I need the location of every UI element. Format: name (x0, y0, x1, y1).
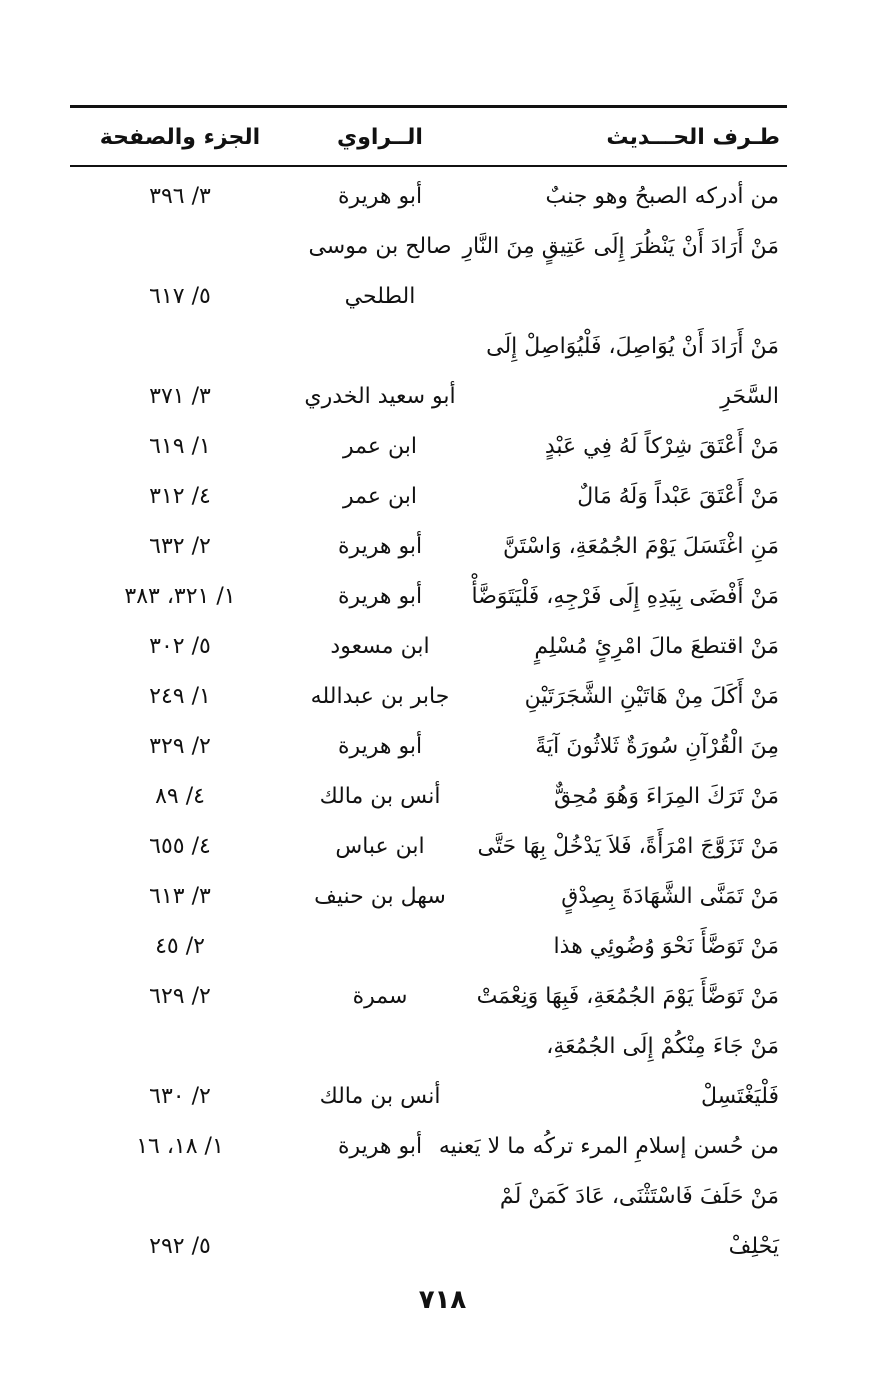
volume-page-ref: ١/ ٦١٩ (149, 434, 211, 459)
hadith-text: من حُسن إسلامِ المرء تركُه ما لا يَعنيه (438, 1134, 779, 1159)
volume-page-ref: ٥/ ٦١٧ (149, 284, 211, 309)
narrator: أبو هريرة (337, 184, 423, 209)
hadith-text: يَحْلِفْ (728, 1234, 779, 1259)
hadith-text: مَنْ اقتطعَ مالَ امْرِئٍ مُسْلِمٍ (534, 634, 779, 659)
table-row (70, 872, 787, 922)
table-row (70, 1022, 787, 1122)
table-row (70, 622, 787, 672)
header-rule (70, 165, 787, 167)
hadith-text: مَنْ أَفْضَى بِيَدِهِ إِلَى فَرْجِهِ، فَلْيَتَوَضَّأْ (471, 584, 779, 609)
hadith-text: مَنْ حَلَفَ فَاسْتَثْنَى، عَادَ كَمَنْ لَمْ (499, 1184, 779, 1209)
volume-page-ref: ٤/ ٨٩ (155, 784, 205, 809)
narrator: ابن عمر (343, 434, 417, 459)
hadith-text: مَنْ أَعْتَقَ شِرْكاً لَهُ فِي عَبْدٍ (544, 434, 779, 459)
volume-page-ref: ٥/ ٣٠٢ (149, 634, 211, 659)
table-row (70, 222, 787, 322)
volume-page-ref: ٤/ ٣١٢ (149, 484, 211, 509)
hadith-text: مَنْ تَوَضَّأَ يَوْمَ الجُمُعَةِ، فَبِهَا وَنِعْمَتْ (476, 984, 779, 1009)
volume-page-ref: ٣/ ٦١٣ (149, 884, 211, 909)
hadith-text: مَنْ تَرَكَ المِرَاءَ وَهُوَ مُحِقٌّ (554, 784, 779, 809)
header-reference: الجزء والصفحة (99, 125, 261, 150)
narrator: أنس بن مالك (319, 784, 441, 809)
hadith-text: مَنْ أَرَادَ أَنْ يُوَاصِلَ، فَلْيُوَاصِلْ إِلَى (486, 334, 779, 359)
table-row (70, 172, 787, 222)
volume-page-ref: ٤/ ٦٥٥ (149, 834, 211, 859)
page-number: ٧١٨ (418, 1285, 467, 1315)
hadith-text: مَنْ أَعْتَقَ عَبْداً وَلَهُ مَالٌ (577, 484, 779, 509)
top-rule (70, 105, 787, 108)
volume-page-ref: ٣/ ٣٧١ (149, 384, 211, 409)
volume-page-ref: ٢/ ٦٢٩ (149, 984, 211, 1009)
hadith-text: مَنِ اغْتَسَلَ يَوْمَ الجُمُعَةِ، وَاسْتَنَّ (503, 534, 779, 559)
table-row (70, 922, 787, 972)
narrator: ابن عمر (343, 484, 417, 509)
narrator: سمرة (352, 984, 408, 1009)
table-row (70, 422, 787, 472)
narrator: أبو هريرة (337, 584, 423, 609)
volume-page-ref: ٢/ ٣٢٩ (149, 734, 211, 759)
hadith-text: مَنْ تَوَضَّأَ نَحْوَ وُضُوئِي هذا (553, 934, 779, 959)
table-row (70, 822, 787, 872)
narrator: جابر بن عبدالله (310, 684, 450, 709)
hadith-text: السَّحَرِ (720, 384, 779, 409)
volume-page-ref: ١/ ٢٤٩ (149, 684, 211, 709)
table-row (70, 522, 787, 572)
volume-page-ref: ٥/ ٢٩٢ (149, 1234, 211, 1259)
narrator: الطلحي (344, 284, 416, 309)
hadith-index-table (70, 172, 787, 1272)
volume-page-ref: ٢/ ٦٣٢ (149, 534, 211, 559)
hadith-text: مَنْ تَمَنَّى الشَّهَادَةَ بِصِدْقٍ (561, 884, 779, 909)
narrator: ابن مسعود (330, 634, 430, 659)
narrator: أنس بن مالك (319, 1084, 441, 1109)
narrator: سهل بن حنيف (314, 884, 446, 909)
table-row (70, 722, 787, 772)
volume-page-ref: ١/ ٣٢١، ٣٨٣ (124, 584, 236, 609)
table-row (70, 772, 787, 822)
header-narrator: الــراوي (337, 125, 423, 150)
table-row (70, 972, 787, 1022)
table-row (70, 1172, 787, 1272)
table-row (70, 322, 787, 422)
narrator: أبو هريرة (337, 1134, 423, 1159)
table-row (70, 472, 787, 522)
narrator: صالح بن موسى (308, 234, 452, 259)
volume-page-ref: ٣/ ٣٩٦ (149, 184, 211, 209)
header-hadith: طـرف الحـــديث (606, 125, 780, 150)
narrator: أبو هريرة (337, 734, 423, 759)
narrator: أبو هريرة (337, 534, 423, 559)
hadith-text: فَلْيَغْتَسِلْ (701, 1084, 779, 1109)
volume-page-ref: ١/ ١٨، ١٦ (136, 1134, 224, 1159)
hadith-text: مَنْ أَرَادَ أَنْ يَنْظُرَ إِلَى عَتِيقٍ مِنَ النَّارِ (462, 234, 779, 259)
hadith-text: مَنْ أَكَلَ مِنْ هَاتَيْنِ الشَّجَرَتَيْنِ (524, 684, 779, 709)
hadith-text: مَنْ جَاءَ مِنْكُمْ إِلَى الجُمُعَةِ، (546, 1034, 779, 1059)
volume-page-ref: ٢/ ٦٣٠ (149, 1084, 211, 1109)
hadith-text: مِنَ الْقُرْآنِ سُورَةٌ ثَلاثُونَ آيَةً (535, 734, 779, 759)
table-row (70, 1122, 787, 1172)
hadith-text: مَنْ تَزَوَّجَ امْرَأَةً، فَلاَ يَدْخُلْ بِهَا حَتَّى (477, 834, 779, 859)
table-row (70, 572, 787, 622)
volume-page-ref: ٢/ ٤٥ (155, 934, 205, 959)
table-row (70, 672, 787, 722)
narrator: أبو سعيد الخدري (304, 384, 456, 409)
narrator: ابن عباس (335, 834, 425, 859)
hadith-text: من أدركه الصبحُ وهو جنبٌ (545, 184, 779, 209)
